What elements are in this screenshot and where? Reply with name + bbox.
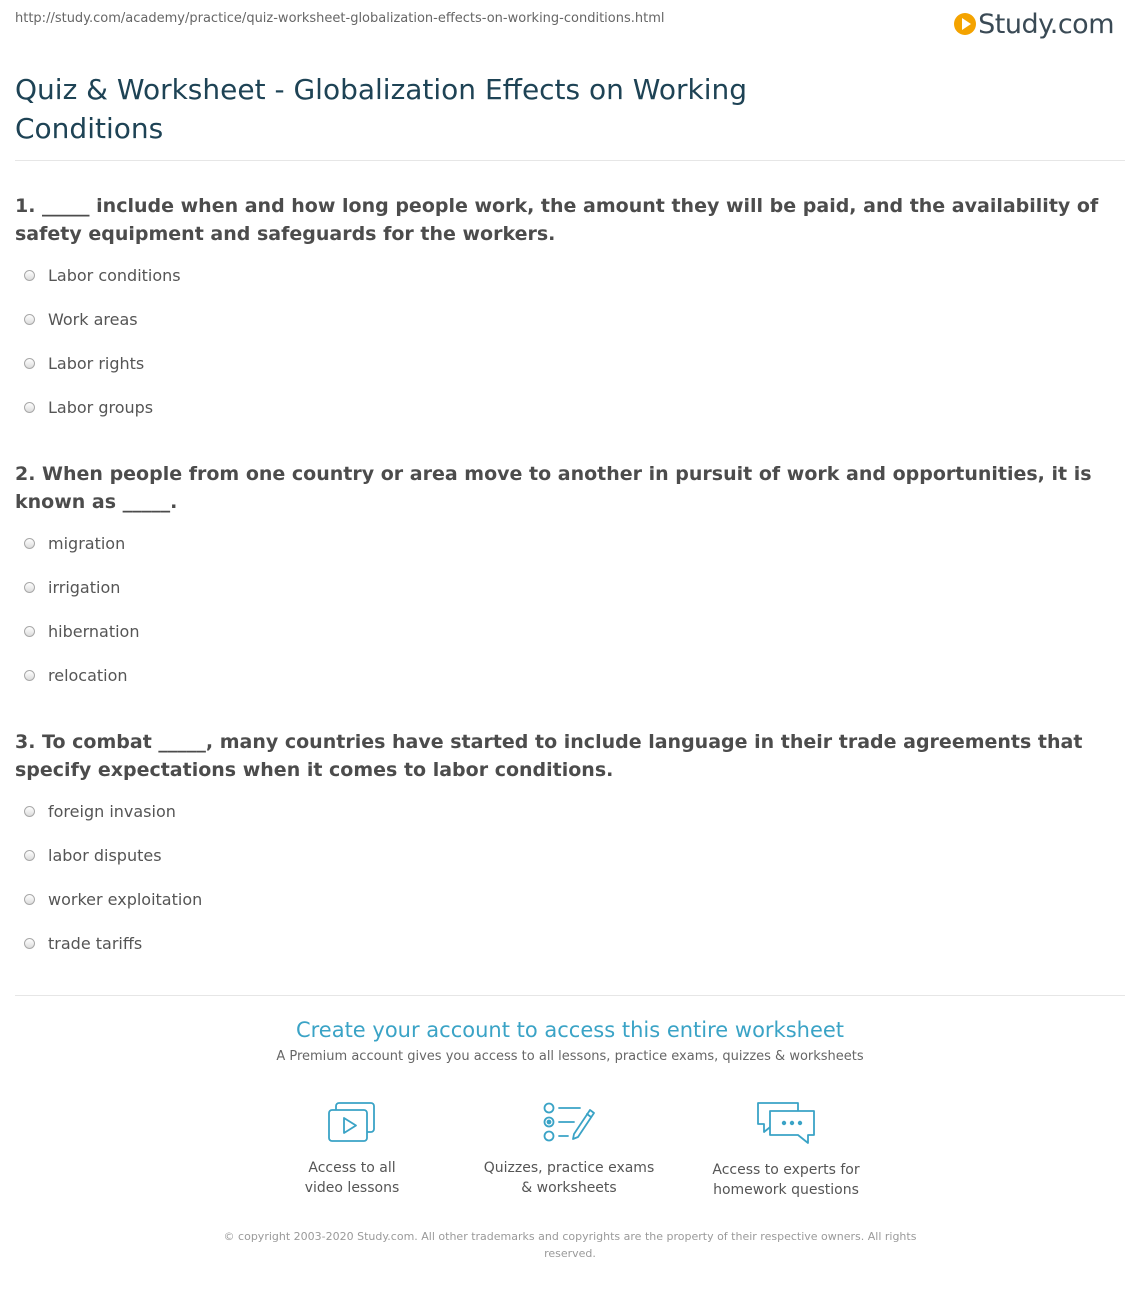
answer-options [15,531,1115,707]
premium-description: A Premium account gives you access to all lessons, practice exams, quizzes & worksheets [276,1049,864,1064]
answer-options [15,263,1115,439]
divider [15,160,1125,161]
answer-label: Labor rights [48,354,145,373]
answer-label: Labor conditions [48,266,181,285]
answer-option[interactable] [15,307,1115,351]
page-title: Quiz & Worksheet - Globalization Effects on Working Conditions [15,73,748,145]
answer-label: worker exploitation [48,890,203,909]
feature-label-line: Quizzes, practice exams [483,1160,655,1176]
radio-button[interactable] [24,938,35,949]
answer-label: migration [48,534,126,553]
copyright-notice: © copyright 2003-2020 Study.com. All other trademarks and copyrights are the property of their respective owners. All rights reserved. [223,1230,917,1260]
radio-button[interactable] [24,358,35,369]
feature-label-line: & worksheets [521,1180,617,1196]
answer-label: hibernation [48,622,140,641]
radio-button[interactable] [24,314,35,325]
answer-label: labor disputes [48,846,162,865]
video-lessons-icon [326,1100,378,1144]
answer-label: Labor groups [48,398,154,417]
answer-option[interactable] [15,575,1115,619]
answer-options [15,799,1115,975]
feature-video-lessons [252,1100,452,1198]
answer-option[interactable] [15,263,1115,307]
answer-label: foreign invasion [48,802,176,821]
answer-label: trade tariffs [48,934,143,953]
answer-option[interactable] [15,619,1115,663]
study-logo[interactable] [954,6,1114,42]
radio-button[interactable] [24,894,35,905]
radio-button[interactable] [24,582,35,593]
radio-button[interactable] [24,850,35,861]
radio-button[interactable] [24,670,35,681]
logo-text: Study.com [978,8,1114,40]
feature-quizzes [469,1100,669,1198]
answer-label: relocation [48,666,128,685]
feature-label-line: video lessons [304,1180,400,1196]
question-text: 1. _____ include when and how long people work, the amount they will be paid, and the availability of safety equipment and safeguards for the workers. [15,195,1099,245]
answer-option[interactable] [15,931,1115,975]
create-account-link[interactable]: Create your account to access this entire worksheet [295,1018,845,1042]
radio-button[interactable] [24,270,35,281]
play-circle-icon [954,13,976,35]
feature-label-line: Access to experts for [712,1162,860,1178]
feature-label-line: Access to all [308,1160,396,1176]
quiz-checklist-icon [540,1100,598,1144]
answer-option[interactable] [15,351,1115,395]
radio-button[interactable] [24,402,35,413]
page-url: http://study.com/academy/practice/quiz-worksheet-globalization-effects-on-working-conditions.html [15,11,665,26]
answer-option[interactable] [15,531,1115,575]
answer-option[interactable] [15,663,1115,707]
feature-experts [686,1100,886,1200]
chat-bubbles-icon [754,1100,818,1146]
radio-button[interactable] [24,806,35,817]
radio-button[interactable] [24,538,35,549]
answer-option[interactable] [15,843,1115,887]
question-text: 2. When people from one country or area move to another in pursuit of work and opportunities, it is known as _____. [15,463,1092,513]
answer-option[interactable] [15,799,1115,843]
question-text: 3. To combat _____, many countries have started to include language in their trade agreements that specify expectations when it comes to labor conditions. [15,731,1083,781]
answer-option[interactable] [15,887,1115,931]
answer-label: Work areas [48,310,138,329]
answer-label: irrigation [48,578,121,597]
question-1 [15,192,1115,439]
feature-label-line: homework questions [713,1182,859,1198]
question-2 [15,460,1115,707]
answer-option[interactable] [15,395,1115,439]
radio-button[interactable] [24,626,35,637]
divider [15,995,1125,996]
question-3 [15,728,1115,975]
